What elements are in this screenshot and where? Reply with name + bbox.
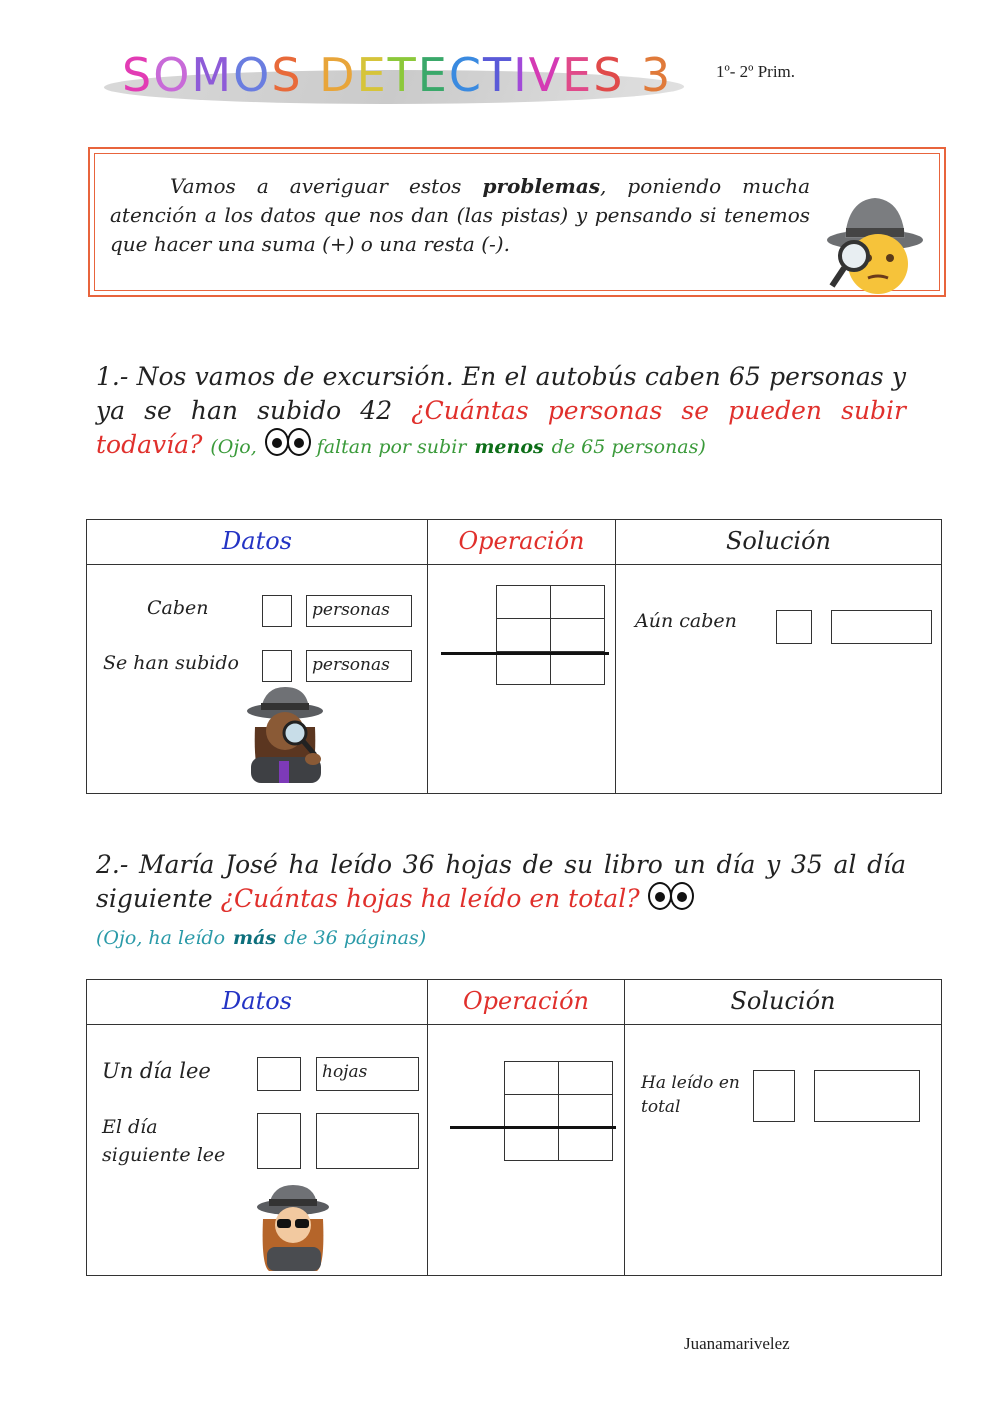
solution-unit-box[interactable] (814, 1070, 920, 1122)
data-row1-label: Un día lee (102, 1059, 211, 1083)
data-row1-number-box[interactable] (262, 595, 292, 627)
problem1-hint-open: (Ojo, (210, 436, 257, 458)
title-letter: O (153, 48, 192, 102)
title-letter: C (448, 48, 483, 102)
solution-number-box[interactable] (776, 610, 812, 644)
op-cell[interactable] (497, 619, 551, 652)
op-cell[interactable] (497, 652, 551, 685)
operation-line (441, 652, 609, 655)
data-row1-unit-box[interactable]: hojas (316, 1057, 419, 1091)
title-letter: T (482, 48, 514, 102)
header-operacion: Operación (428, 980, 625, 1025)
op-cell[interactable] (551, 619, 605, 652)
intro-part1: Vamos a averiguar estos (170, 174, 483, 198)
header-datos: Datos (87, 520, 428, 565)
eyes-icon (265, 428, 309, 465)
title-letter: M (191, 48, 234, 102)
op-cell[interactable] (505, 1128, 559, 1161)
problem2-hint-end: de 36 páginas) (284, 927, 427, 949)
problem2-hint-open: (Ojo, ha leído (96, 927, 226, 949)
intro-bold: problemas (482, 174, 601, 198)
op-cell[interactable] (497, 586, 551, 619)
solution-label: Ha leído en total (641, 1073, 740, 1117)
title-letter (624, 48, 641, 102)
title-letter: O (233, 48, 272, 102)
problem2-text (96, 848, 906, 955)
data-row2-unit-box[interactable]: personas (306, 650, 412, 682)
op-cell[interactable] (505, 1062, 559, 1095)
problem1-hint-end: de 65 personas) (551, 436, 706, 458)
data-row2-number-box[interactable] (257, 1113, 301, 1169)
op-cell[interactable] (551, 586, 605, 619)
title-letter: T (387, 48, 418, 102)
header-datos: Datos (87, 980, 428, 1025)
header-solucion: Solución (625, 980, 942, 1025)
data-row2-number-box[interactable] (262, 650, 292, 682)
operacion-cell (428, 565, 616, 794)
problem1-text (96, 360, 906, 465)
title-letter: S (122, 48, 154, 102)
solucion-cell (616, 565, 942, 794)
detective-sunglasses-icon (255, 1185, 335, 1275)
title-letter: I (513, 48, 529, 102)
solution-label: Aún caben (635, 610, 737, 632)
header-operacion: Operación (428, 520, 616, 565)
operation-grid (496, 585, 605, 685)
title-letter (303, 48, 320, 102)
problem1-table (86, 519, 942, 794)
title-letter: E (417, 48, 449, 102)
solucion-cell (625, 1025, 942, 1276)
op-cell[interactable] (551, 652, 605, 685)
problem2-table (86, 979, 942, 1276)
problem2-hint-bold: más (232, 927, 277, 949)
operation-line (450, 1126, 616, 1129)
title-letter: V (528, 48, 563, 102)
data-row1-unit-box[interactable]: personas (306, 595, 412, 627)
header-solucion: Solución (616, 520, 942, 565)
op-cell[interactable] (559, 1095, 613, 1128)
solution-unit-box[interactable] (831, 610, 932, 644)
page-title (122, 48, 672, 102)
solution-number-box[interactable] (753, 1070, 795, 1122)
problem1-question: ¿Cuántas personas se pueden subir todavía? (96, 396, 906, 459)
problem2-statement: 2.- María José ha leído 36 hojas de su libro un día y 35 al día siguiente (96, 850, 906, 913)
op-cell[interactable] (559, 1128, 613, 1161)
detective-magnifier-icon (820, 190, 930, 300)
title-letter: 3 (641, 48, 673, 102)
problem1-hint-mid: faltan por subir (316, 436, 467, 458)
datos-cell (87, 1025, 428, 1276)
grade-label: 1º- 2º Prim. (716, 62, 796, 81)
intro-text (110, 172, 810, 259)
data-row2-label: El día siguiente lee (102, 1116, 226, 1166)
data-row2-label: Se han subido (103, 652, 239, 674)
detective-woman-icon (245, 687, 329, 787)
problem2-question: ¿Cuántas hojas ha leído en total? (220, 884, 640, 913)
title-letter: S (593, 48, 625, 102)
title-letter: E (562, 48, 594, 102)
title-letter: E (356, 48, 388, 102)
op-cell[interactable] (505, 1095, 559, 1128)
intro-part2: , poniendo mucha atención a los datos que nos dan (las pistas) y pensando si tenemos que hacer una suma (+) o una resta (-). (110, 174, 811, 256)
op-cell[interactable] (559, 1062, 613, 1095)
title-letter: S (271, 48, 303, 102)
data-row1-label: Caben (147, 597, 209, 619)
problem1-statement: 1.- Nos vamos de excursión. En el autobús caben 65 personas y ya se han subido 42 (96, 362, 906, 425)
author-label: Juanamarivelez (684, 1334, 790, 1353)
datos-cell (87, 565, 428, 794)
eyes-icon (648, 882, 692, 919)
problem1-hint-bold: menos (474, 436, 544, 458)
operacion-cell (428, 1025, 625, 1276)
operation-grid (504, 1061, 613, 1161)
title-letter: D (319, 48, 357, 102)
data-row1-number-box[interactable] (257, 1057, 301, 1091)
data-row2-unit-box[interactable] (316, 1113, 419, 1169)
